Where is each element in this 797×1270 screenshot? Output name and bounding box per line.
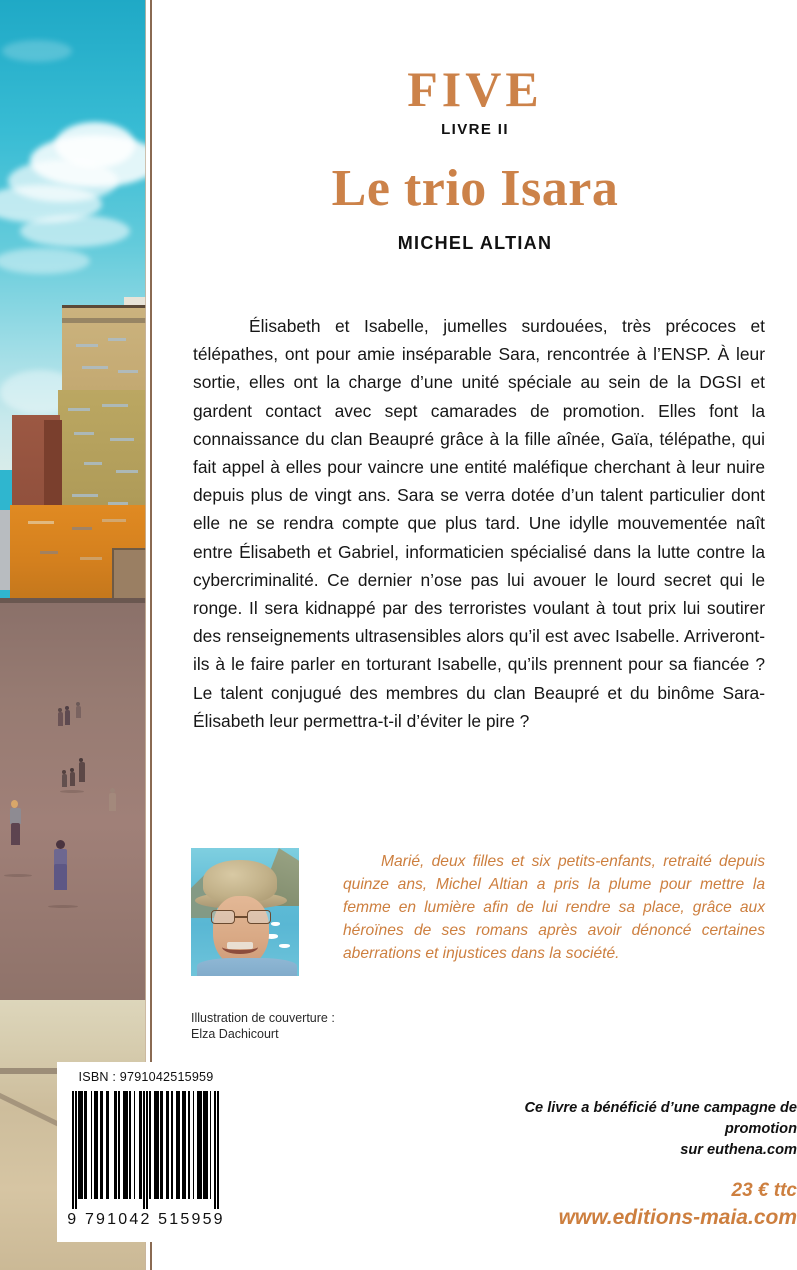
plaza-edge-line: [0, 598, 146, 603]
plaza-ground: [0, 598, 146, 1008]
figure-shadow: [4, 874, 32, 877]
isbn-digits: 9 791042 515959: [67, 1211, 225, 1228]
glasses-right-lens: [247, 910, 271, 924]
back-cover-content: [153, 0, 797, 1270]
promo-line-2: sur euthena.com: [680, 1142, 797, 1158]
publisher-website: www.editions-maia.com: [558, 1206, 797, 1229]
illustration-credit: [191, 1010, 491, 1042]
figure-shadow: [60, 790, 84, 793]
photo-glasses: [211, 910, 271, 924]
author-photo: [191, 848, 299, 976]
isbn-label: ISBN : 9791042515959: [78, 1070, 214, 1084]
illustrator-name: Elza Dachicourt: [191, 1027, 279, 1041]
illustration-credit-label: Illustration de couverture :: [191, 1011, 335, 1025]
series-title: FIVE: [407, 61, 543, 117]
cloud-shape: [20, 215, 130, 247]
cloud-shape: [55, 122, 135, 168]
blurb-text: Élisabeth et Isabelle, jumelles surdouées, très précoces et télépathes, ont pour amie inséparable Sara, rencontrée à l’ENSP. À leur sortie, elles ont la charge d’une unité spéciale au sein de la DGSI et gardent contact avec sept camarades de promotion. Elles font la connaissance du clan Beaupré grâce à la fille aînée, Gaïa, télépathe, qui fait appel à elles pour vaincre une entité maléfique cherchant à leur nuire depuis plus de vingt ans. Sara se verra dotée d’un talent particulier dont elle ne se rendra compte que plus tard. Une idylle mouvementée naît entre Élisabeth et Gabriel, informaticien spécialisé dans la lutte contre la cybercriminalité. Ce dernier n’ose pas lui avouer le lourd secret qui le ronge. Il sera kidnappé par des terroristes voulant à tout prix lui soutirer des renseignements ultrasensibles alors qu’il est avec Isabelle. Arriveront-ils à le faire parler en torturant Isabelle, qu’ils prennent pour sa fiancée ? Le talent conjugué des membres du clan Beaupré et du binôme Sara-Élisabeth leur permettra-t-il d’éviter le pire ?: [193, 316, 765, 731]
photo-boat: [271, 922, 280, 926]
book-title: Le trio Isara: [331, 160, 619, 217]
author-bio-row: [191, 848, 765, 980]
author-bio-text: Marié, deux filles et six petits-enfants, retraité depuis quinze ans, Michel Altian a pris la plume pour mettre la femme en lumière afin de lui rendre sa place, grâce aux héroïnes de ses romans après avoir dénoncé certaines aberrations et injustices dans la société.: [343, 853, 765, 962]
barcode-block: [57, 1062, 235, 1242]
figure-shadow: [48, 905, 78, 908]
photo-boat: [279, 944, 290, 948]
series-subtitle: LIVRE II: [441, 121, 509, 138]
cloud-shape: [2, 40, 72, 62]
photo-face: [213, 896, 269, 966]
author-name: MICHEL ALTIAN: [397, 233, 553, 253]
promo-line-1: Ce livre a bénéficié d’une campagne de promotion: [524, 1100, 797, 1137]
glasses-bridge: [235, 916, 247, 918]
price-label: 23 € ttc: [731, 1180, 797, 1201]
glasses-left-lens: [211, 910, 235, 924]
barcode-bars: [72, 1091, 220, 1199]
photo-shirt: [197, 958, 297, 976]
photo-smile: [222, 940, 258, 954]
promo-text: [453, 1098, 797, 1161]
